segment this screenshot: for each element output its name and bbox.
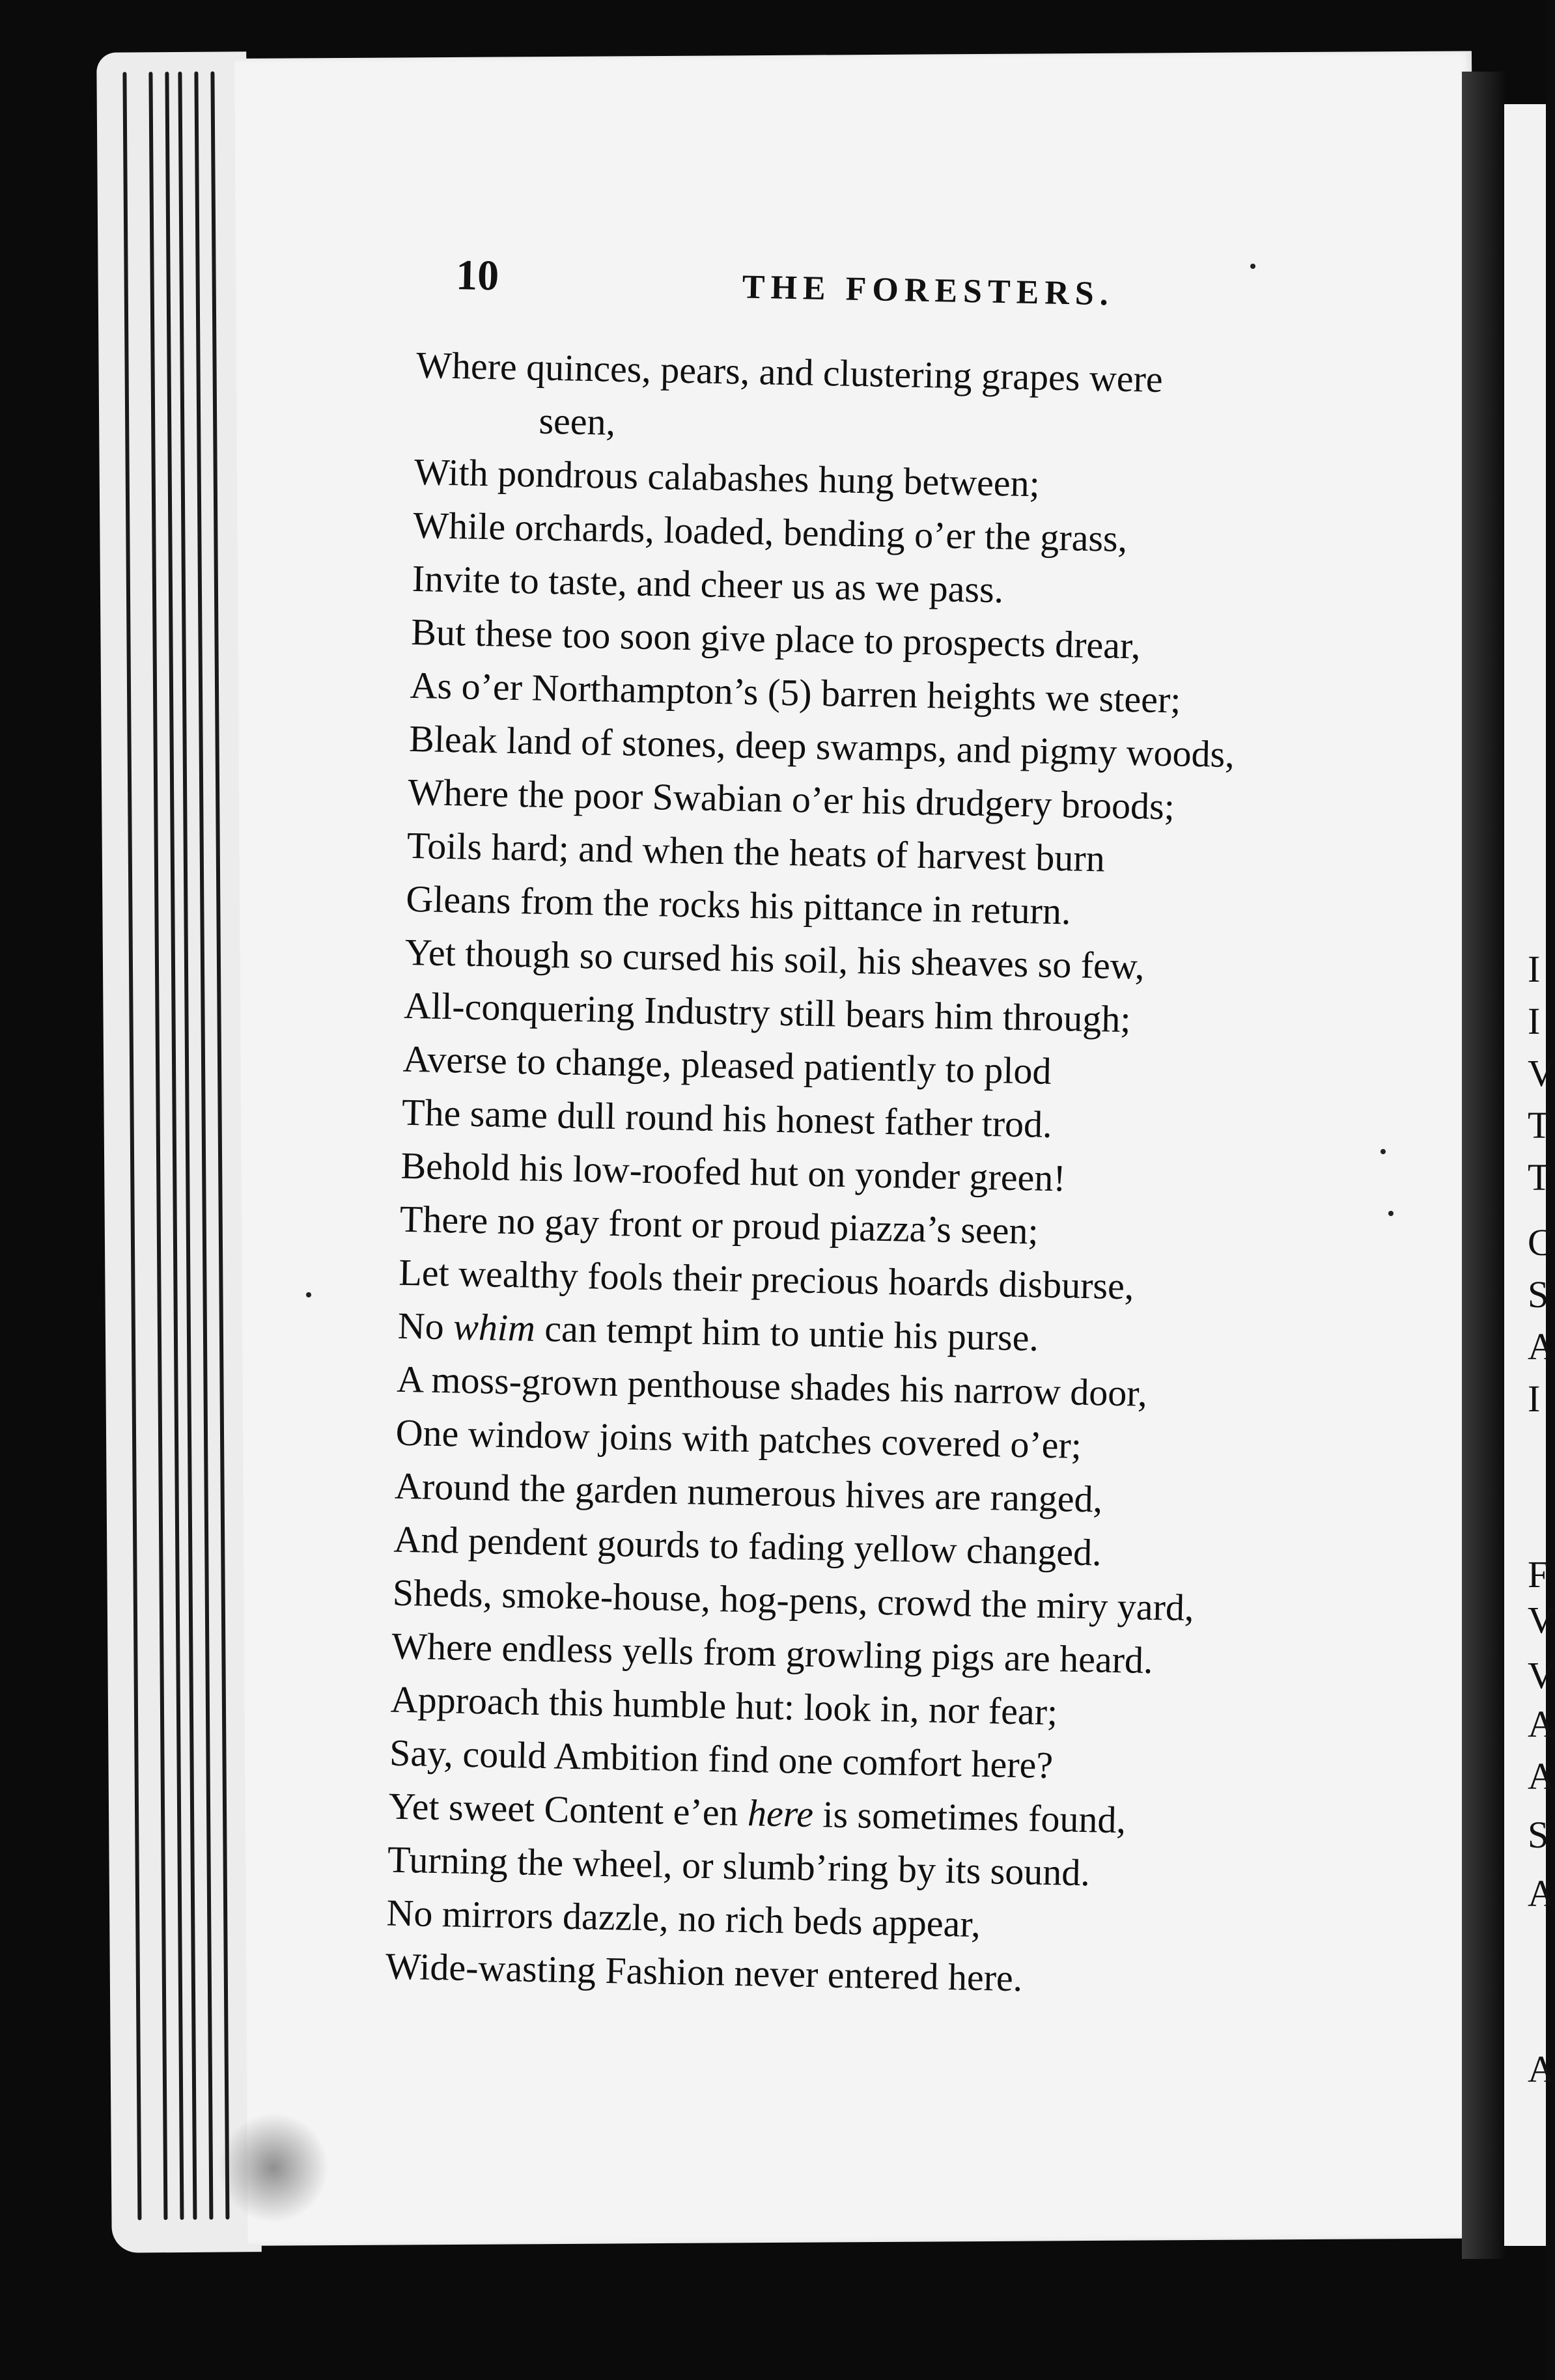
poem-line: Where endless yells from growling pigs are heard. [391,1624,1154,1682]
poem-line: Where the poor Swabian o’er his drudgery broods; [408,770,1175,828]
poem-line: Approach this humble hut: look in, nor fear; [390,1678,1058,1734]
poem-line: Where quinces, pears, and clustering grapes were [415,343,1164,400]
poem-line: All-conquering Industry still bears him through; [403,984,1132,1041]
next-page-letter: C [1528,1221,1553,1264]
next-page-letter: A [1528,2048,1555,2090]
poem-line: But these too soon give place to prospects drear, [410,610,1142,667]
poem-line: Yet sweet Content e’en here is sometimes found, [388,1784,1127,1842]
next-page-letter: V [1528,1052,1555,1094]
ink-smudge [218,2112,329,2223]
poem-line: Turning the wheel, or slumb’ring by its sound. [387,1838,1091,1894]
next-page-letter: F [1528,1553,1549,1596]
poem-line: And pendent gourds to fading yellow changed. [393,1517,1102,1574]
page-edge-line [148,72,167,2220]
next-page-letter: I [1528,948,1541,990]
poem-line: There no gay front or proud piazza’s seen; [399,1197,1039,1252]
next-page-letter: A [1528,1872,1555,1915]
poem-line: With pondrous calabashes hung between; [413,450,1041,505]
italic-word: whim [453,1305,536,1349]
gutter-shadow [1462,72,1507,2259]
next-page-letter: T [1528,1156,1551,1198]
page-edge-line [122,72,141,2221]
next-page-letter: A [1528,1325,1555,1368]
next-page-letter: S [1528,1814,1549,1856]
next-page-letter: A [1528,1755,1555,1797]
poem-line: While orchards, loaded, bending o’er the grass, [412,503,1128,560]
poem-line: Sheds, smoke-house, hog-pens, crowd the miry yard, [392,1571,1195,1629]
italic-word: here [747,1792,814,1836]
poem-line: No mirrors dazzle, no rich beds appear, [385,1891,981,1946]
next-page-letter: V [1528,1654,1555,1696]
poem-line: Behold his low-roofed hut on yonder green! [400,1144,1067,1200]
poem-line: Say, could Ambition find one comfort here? [389,1731,1054,1787]
poem-line: Averse to change, pleased patiently to plod [402,1037,1052,1092]
next-page-letter: S [1528,1273,1549,1316]
poem-line: Yet though so cursed his soil, his sheaves so few, [404,930,1145,988]
next-page-letter: V [1528,1599,1555,1641]
poem-line: Bleak land of stones, deep swamps, and pigmy woods, [408,717,1235,776]
poem-line: As o’er Northampton’s (5) barren heights we steer; [410,663,1182,721]
page-edge-line [194,72,213,2220]
next-page-letter: A [1528,1703,1555,1745]
poem-line: Wide-wasting Fashion never entered here. [385,1944,1023,2000]
running-head: THE FORESTERS. [742,268,1115,313]
next-page-letter: T [1528,1104,1551,1146]
poem-line: Invite to taste, and cheer us as we pass. [412,557,1004,611]
next-page-letter: I [1528,1377,1541,1420]
poem-line: The same dull round his honest father trod. [401,1090,1053,1146]
poem-line: One window joins with patches covered o’er; [395,1411,1082,1467]
next-page-letter: I [1528,1000,1541,1042]
poem-body [385,339,1433,2012]
poem-line: Gleans from the rocks his pittance in return. [405,877,1072,933]
poem-line: Toils hard; and when the heats of harvest burn [406,823,1106,880]
poem-line: Around the garden numerous hives are ranged, [394,1464,1103,1521]
page-number: 10 [455,251,499,300]
poem-line: Let wealthy fools their precious hoards disburse, [398,1251,1134,1308]
poem-line: A moss-grown penthouse shades his narrow door, [396,1357,1148,1415]
speck [306,1292,311,1297]
poem-line: seen, [538,399,616,443]
page-edge-line [210,72,229,2220]
poem-line: No whim can tempt him to untie his purse. [397,1304,1039,1359]
